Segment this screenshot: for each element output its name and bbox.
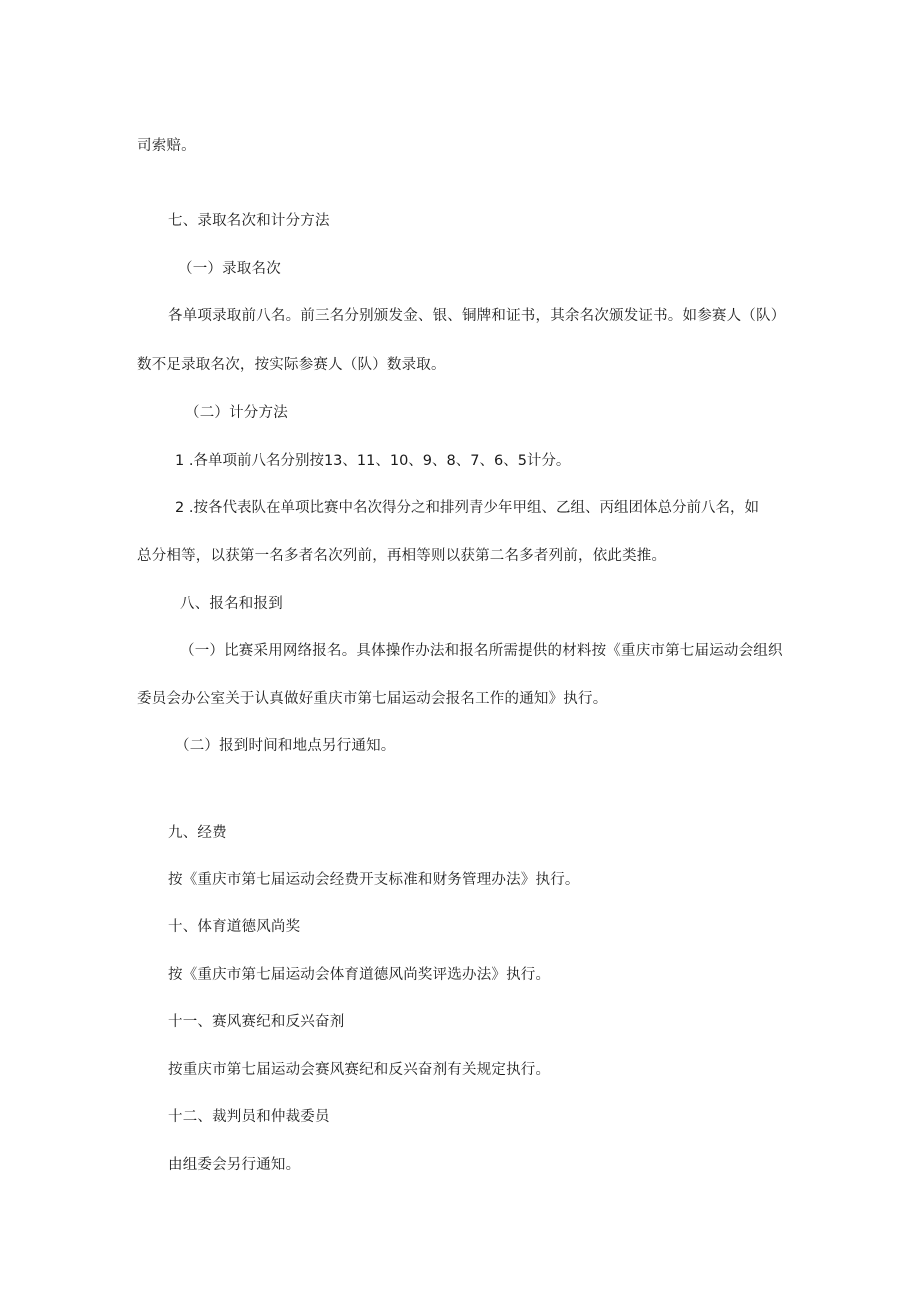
paragraph-ranking-line-2: 数不足录取名次，按实际参赛人（队）数录取。 xyxy=(137,357,446,373)
subheading-scoring: （二）计分方法 xyxy=(185,405,288,421)
section-heading-8: 八、报名和报到 xyxy=(180,596,283,612)
section-heading-11: 十一、赛风赛纪和反兴奋剂 xyxy=(168,1014,345,1030)
subheading-ranking: （一）录取名次 xyxy=(178,261,281,277)
registration-para-line-1: （一）比赛采用网络报名。具体操作办法和报名所需提供的材料按《重庆市第七届运动会组织 xyxy=(180,643,783,659)
text-line-claim: 司索赔。 xyxy=(137,138,196,154)
section-heading-9: 九、经费 xyxy=(168,825,227,841)
scoring-item-1: 1 .各单项前八名分别按13、11、10、9、8、7、6、5计分。 xyxy=(175,453,571,469)
section-heading-10: 十、体育道德风尚奖 xyxy=(168,919,301,935)
scoring-item-2-line-1: 2 .按各代表队在单项比赛中名次得分之和排列青少年甲组、乙组、丙组团体总分前八名，如 xyxy=(175,500,759,516)
registration-para-line-2: 委员会办公室关于认真做好重庆市第七届运动会报名工作的通知》执行。 xyxy=(137,691,608,707)
discipline-para: 按重庆市第七届运动会赛风赛纪和反兴奋剂有关规定执行。 xyxy=(168,1062,551,1078)
funding-para: 按《重庆市第七届运动会经费开支标准和财务管理办法》执行。 xyxy=(168,872,580,888)
sportsmanship-para: 按《重庆市第七届运动会体育道德风尚奖评选办法》执行。 xyxy=(168,967,551,983)
section-heading-12: 十二、裁判员和仲裁委员 xyxy=(168,1109,330,1125)
section-heading-7: 七、录取名次和计分方法 xyxy=(168,213,330,229)
referee-para: 由组委会另行通知。 xyxy=(168,1157,301,1173)
registration-report-line: （二）报到时间和地点另行通知。 xyxy=(175,738,396,754)
paragraph-ranking-line-1: 各单项录取前八名。前三名分别颁发金、银、铜牌和证书，其余名次颁发证书。如参赛人（队） xyxy=(168,308,786,324)
scoring-item-2-line-2: 总分相等，以获第一名多者名次列前，再相等则以获第二名多者列前，依此类推。 xyxy=(137,548,667,564)
